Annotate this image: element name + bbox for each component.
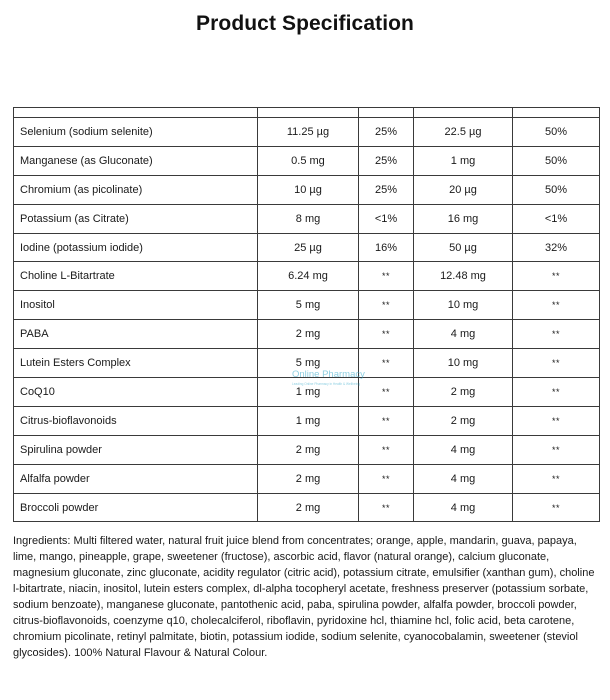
percent-nrv-daily-dose: ** (513, 378, 600, 407)
nutrient-name: Choline L-Bitartrate (14, 262, 258, 291)
specification-table (13, 107, 600, 522)
table-cell (359, 108, 414, 118)
table-row (14, 146, 600, 175)
amount-per-serving: 1 mg (258, 406, 359, 435)
percent-nrv-daily-dose: ** (513, 291, 600, 320)
nutrient-name: PABA (14, 320, 258, 349)
nutrient-name: Spirulina powder (14, 435, 258, 464)
amount-per-daily-dose: 2 mg (414, 378, 513, 407)
nutrient-name: Manganese (as Gluconate) (14, 146, 258, 175)
percent-nrv-daily-dose: ** (513, 464, 600, 493)
amount-per-daily-dose: 4 mg (414, 435, 513, 464)
amount-per-serving: 2 mg (258, 464, 359, 493)
percent-nrv-serving: ** (359, 493, 414, 522)
amount-per-daily-dose: 4 mg (414, 493, 513, 522)
nutrient-name: Citrus-bioflavonoids (14, 406, 258, 435)
amount-per-daily-dose: 4 mg (414, 320, 513, 349)
table-row (14, 349, 600, 378)
percent-nrv-serving: ** (359, 464, 414, 493)
table-cell (513, 108, 600, 118)
percent-nrv-daily-dose: 50% (513, 146, 600, 175)
ingredients-text: Ingredients: Multi filtered water, natural fruit juice blend from concentrates; orange, apple, mandarin, guava, papaya, lime, mango, pineapple, grape, sweetener (fructose), ascorbic acid, flavor (natural orange), calcium gluconate, magnesium gluconate, zinc gluconate, acidity regulator (citric acid), potassium citrate, emulsifier (xanthan gum), choline l-bitartrate, niacin, inositol, lutein esters complex, dl-alpha tocopheryl acetate, freshness preserver (potassium sorbate, sodium benzoate), manganese gluconate, pantothenic acid, paba, spirulina powder, alfalfa powder, broccoli powder, citrus-bioflavonoids, coenzyme q10, cholecalciferol, riboflavin, pyridoxine hcl, thiamine hcl, folic acid, beta carotene, chromium picolinate, retinyl palmitate, biotin, potassium iodide, sodium selenite, cyanocobalamin, sweetener (steviol glycosides). 100% Natural Flavour & Natural Colour. (13, 535, 595, 659)
percent-nrv-daily-dose: ** (513, 493, 600, 522)
nutrient-name: Potassium (as Citrate) (14, 204, 258, 233)
nutrient-name: Alfalfa powder (14, 464, 258, 493)
amount-per-daily-dose: 22.5 µg (414, 118, 513, 147)
amount-per-serving: 5 mg (258, 291, 359, 320)
percent-nrv-serving: ** (359, 320, 414, 349)
nutrient-name: Lutein Esters Complex (14, 349, 258, 378)
table-row (14, 378, 600, 407)
percent-nrv-daily-dose: ** (513, 406, 600, 435)
nutrient-name: Chromium (as picolinate) (14, 175, 258, 204)
percent-nrv-serving: <1% (359, 204, 414, 233)
table-header-row (14, 108, 600, 118)
table-row (14, 406, 600, 435)
percent-nrv-daily-dose: 50% (513, 118, 600, 147)
percent-nrv-serving: 16% (359, 233, 414, 262)
percent-nrv-serving: ** (359, 262, 414, 291)
percent-nrv-serving: ** (359, 435, 414, 464)
amount-per-daily-dose: 1 mg (414, 146, 513, 175)
table-row (14, 175, 600, 204)
amount-per-daily-dose: 10 mg (414, 291, 513, 320)
percent-nrv-serving: ** (359, 291, 414, 320)
table-row (14, 204, 600, 233)
percent-nrv-serving: ** (359, 349, 414, 378)
amount-per-serving: 1 mg (258, 378, 359, 407)
amount-per-serving: 11.25 µg (258, 118, 359, 147)
nutrient-name: CoQ10 (14, 378, 258, 407)
amount-per-serving: 2 mg (258, 493, 359, 522)
table-row (14, 233, 600, 262)
amount-per-daily-dose: 20 µg (414, 175, 513, 204)
table-row (14, 262, 600, 291)
table-row (14, 493, 600, 522)
page-title: Product Specification (196, 12, 414, 35)
table-row (14, 464, 600, 493)
table-row (14, 435, 600, 464)
percent-nrv-serving: 25% (359, 118, 414, 147)
percent-nrv-serving: 25% (359, 175, 414, 204)
percent-nrv-daily-dose: 50% (513, 175, 600, 204)
amount-per-daily-dose: 16 mg (414, 204, 513, 233)
percent-nrv-daily-dose: ** (513, 262, 600, 291)
nutrient-name: Broccoli powder (14, 493, 258, 522)
nutrient-name: Iodine (potassium iodide) (14, 233, 258, 262)
amount-per-serving: 10 µg (258, 175, 359, 204)
amount-per-serving: 0.5 mg (258, 146, 359, 175)
amount-per-serving: 25 µg (258, 233, 359, 262)
amount-per-daily-dose: 10 mg (414, 349, 513, 378)
table-row (14, 118, 600, 147)
amount-per-daily-dose: 12.48 mg (414, 262, 513, 291)
amount-per-serving: 8 mg (258, 204, 359, 233)
percent-nrv-daily-dose: ** (513, 349, 600, 378)
percent-nrv-serving: 25% (359, 146, 414, 175)
specification-table-body (14, 108, 600, 522)
table-row (14, 291, 600, 320)
nutrient-name: Inositol (14, 291, 258, 320)
watermark-tagline: Leading Online Pharmacy in Health & Wellbeing (292, 382, 360, 386)
percent-nrv-daily-dose: ** (513, 320, 600, 349)
amount-per-serving: 2 mg (258, 320, 359, 349)
amount-per-serving: 5 mg (258, 349, 359, 378)
percent-nrv-serving: ** (359, 378, 414, 407)
amount-per-daily-dose: 50 µg (414, 233, 513, 262)
amount-per-serving: 6.24 mg (258, 262, 359, 291)
table-cell (414, 108, 513, 118)
percent-nrv-serving: ** (359, 406, 414, 435)
table-cell (14, 108, 258, 118)
percent-nrv-daily-dose: 32% (513, 233, 600, 262)
table-cell (258, 108, 359, 118)
amount-per-daily-dose: 4 mg (414, 464, 513, 493)
amount-per-serving: 2 mg (258, 435, 359, 464)
amount-per-daily-dose: 2 mg (414, 406, 513, 435)
table-row (14, 320, 600, 349)
watermark-brand: Online Pharmacy (292, 369, 365, 380)
percent-nrv-daily-dose: ** (513, 435, 600, 464)
nutrient-name: Selenium (sodium selenite) (14, 118, 258, 147)
percent-nrv-daily-dose: <1% (513, 204, 600, 233)
